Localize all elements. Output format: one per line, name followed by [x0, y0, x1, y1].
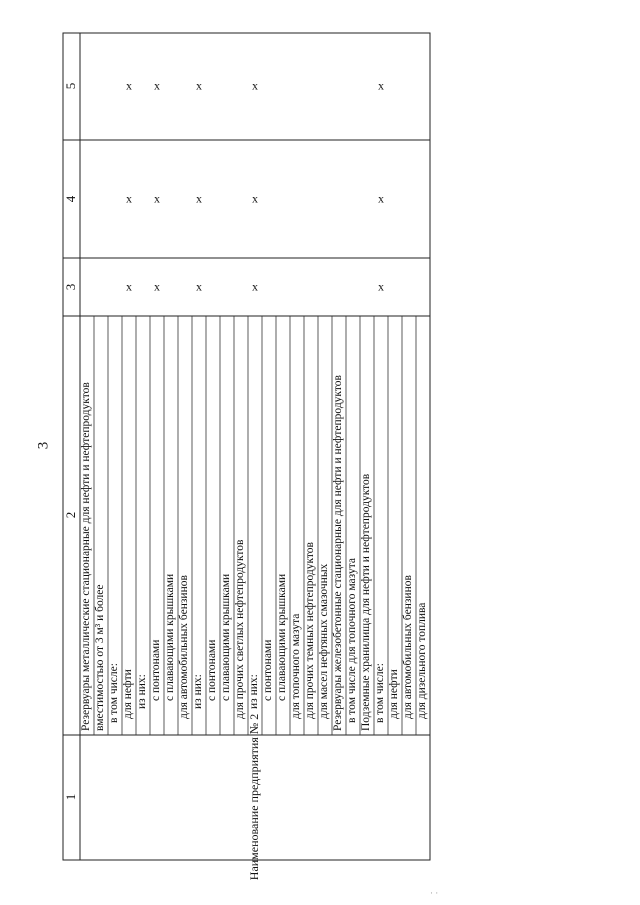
- row-label: с понтонами: [206, 639, 218, 701]
- row-label: из них:: [136, 674, 148, 709]
- row-label: вместимостью от 3 м³ и более: [94, 584, 106, 731]
- column-header-2: 2: [63, 511, 78, 519]
- column-header-1: 1: [63, 793, 78, 801]
- row-label: в том числе для топочного мазута: [346, 558, 358, 723]
- page-number: 3: [35, 441, 52, 450]
- row-label: для автомобильных бензинов: [178, 575, 190, 719]
- row-label: для нефти: [122, 669, 134, 719]
- row-label: для автомобильных бензинов: [402, 575, 414, 719]
- row-label: для нефти: [388, 669, 400, 719]
- cell-mark-c4: х: [378, 191, 384, 206]
- row-label: Подземные хранилища для нефти и нефтепродуктов: [360, 473, 372, 731]
- row-label: с плавающими крышками: [164, 573, 176, 701]
- cell-mark-c5: х: [196, 78, 202, 93]
- cell-mark-c3: х: [126, 279, 132, 294]
- row-label: в том числе:: [108, 663, 120, 723]
- row-label: Резервуары металлические стационарные для нефти и нефтепродуктов: [80, 382, 92, 731]
- row-label: Резервуары железобетонные стационарные для нефти и нефтепродуктов: [332, 375, 344, 731]
- cell-mark-c5: х: [252, 78, 258, 93]
- row-label: из них:: [248, 674, 260, 709]
- cell-mark-c4: х: [196, 191, 202, 206]
- row-label: в том числе:: [374, 663, 386, 723]
- column-header-5: 5: [63, 82, 78, 90]
- row-label: из них:: [192, 674, 204, 709]
- cell-mark-c3: х: [252, 279, 258, 294]
- row-label: с понтонами: [262, 639, 274, 701]
- row-label: для дизельного топлива: [416, 602, 428, 719]
- cell-mark-c4: х: [126, 191, 132, 206]
- cell-mark-c3: х: [154, 279, 160, 294]
- enterprise-name: Наименование предприятия № 2: [247, 713, 262, 881]
- column-header-4: 4: [63, 195, 78, 203]
- row-label: с плавающими крышками: [276, 573, 288, 701]
- cell-mark-c5: х: [378, 78, 384, 93]
- cell-mark-c4: х: [154, 191, 160, 206]
- row-label: с понтонами: [150, 639, 162, 701]
- row-label: с плавающими крышками: [220, 573, 232, 701]
- row-label: для прочих светлых нефтепродуктов: [234, 539, 246, 719]
- cell-mark-c5: х: [126, 78, 132, 93]
- scan-mark: · ·: [430, 888, 439, 898]
- cell-mark-c3: х: [378, 279, 384, 294]
- column-header-3: 3: [63, 283, 78, 291]
- cell-mark-c5: х: [154, 78, 160, 93]
- row-label: для прочих темных нефтепродуктов: [304, 542, 316, 719]
- row-label: для масел нефтяных смазочных: [318, 563, 330, 719]
- cell-mark-c4: х: [252, 191, 258, 206]
- cell-mark-c3: х: [196, 279, 202, 294]
- row-label: для топочного мазута: [290, 613, 302, 719]
